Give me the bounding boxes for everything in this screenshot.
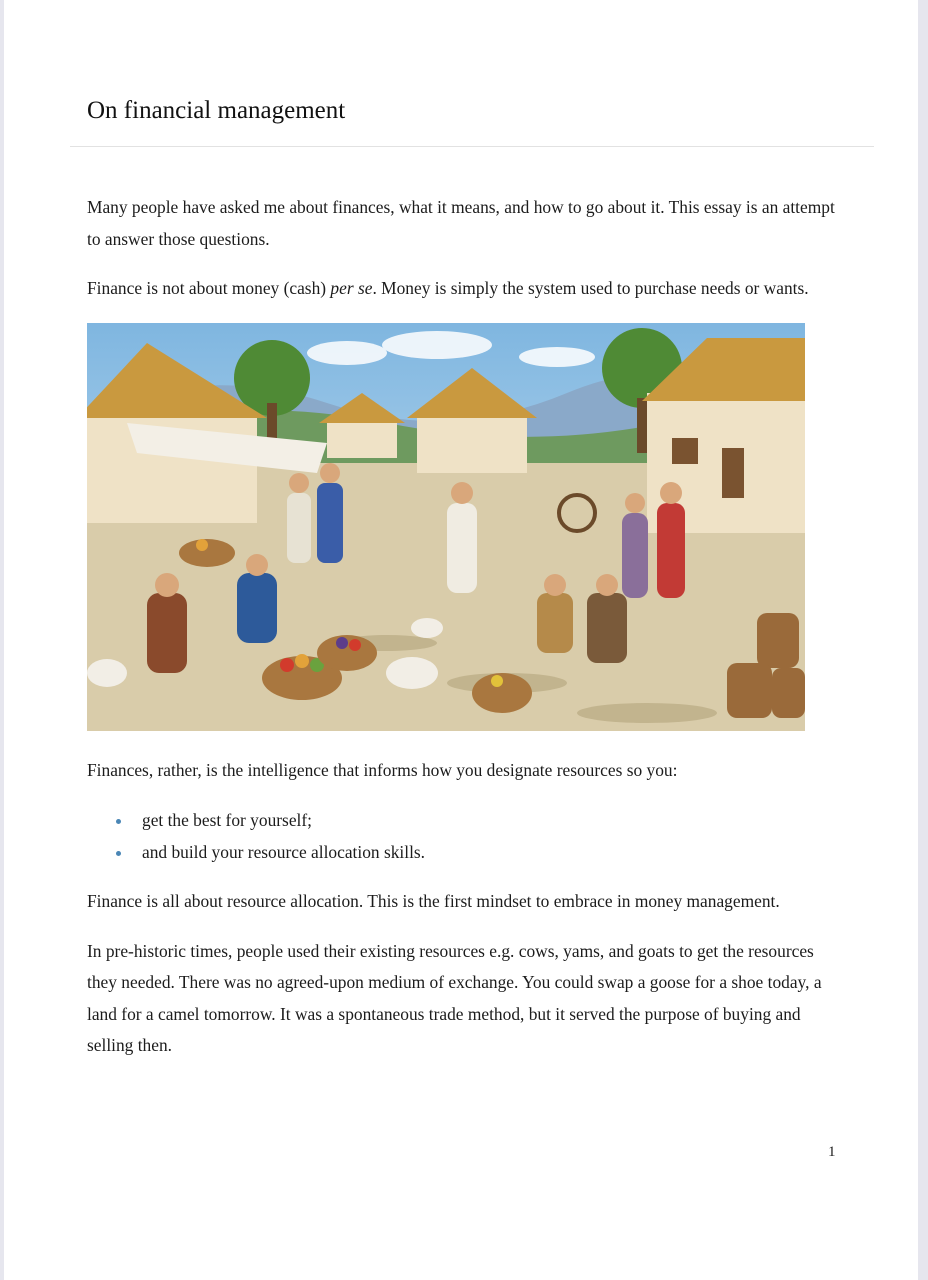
- document-title: On financial management: [87, 97, 346, 124]
- paragraph-finances-rather: Finances, rather, is the intelligence that informs how you designate resources so you:: [87, 759, 678, 780]
- list-item: and build your resource allocation skills.: [87, 836, 837, 868]
- market-illustration: [87, 323, 805, 731]
- paragraph-money-text-end: . Money is simply the system used to purchase needs or wants.: [372, 278, 809, 298]
- list-item: get the best for yourself;: [87, 804, 837, 836]
- paragraph-pre-historic: In pre-historic times, people used their existing resources e.g. cows, yams, and goats to get the resources they needed. There was no agreed-upon medium of exchange. You could swap a goose for a shoe today, a land for a camel tomorrow. It was a spontaneous trade method, but it served the purpose of buying and selling then.: [87, 940, 822, 1055]
- page-number: 1: [828, 1144, 836, 1160]
- bullet-list: [87, 804, 837, 868]
- paragraph-money-text: Finance is not about money (cash): [87, 278, 331, 298]
- document-body: [87, 192, 837, 1080]
- italic-per-se: per se: [330, 278, 373, 298]
- title-divider: [70, 146, 874, 147]
- paragraph-money: [87, 273, 837, 305]
- paragraph-intro: Many people have asked me about finances, what it means, and how to go about it. This essay is an attempt to answer those questions.: [87, 197, 835, 249]
- paragraph-resource-allocation: Finance is all about resource allocation. This is the first mindset to embrace in money management.: [87, 891, 780, 911]
- document-page: [4, 0, 918, 1280]
